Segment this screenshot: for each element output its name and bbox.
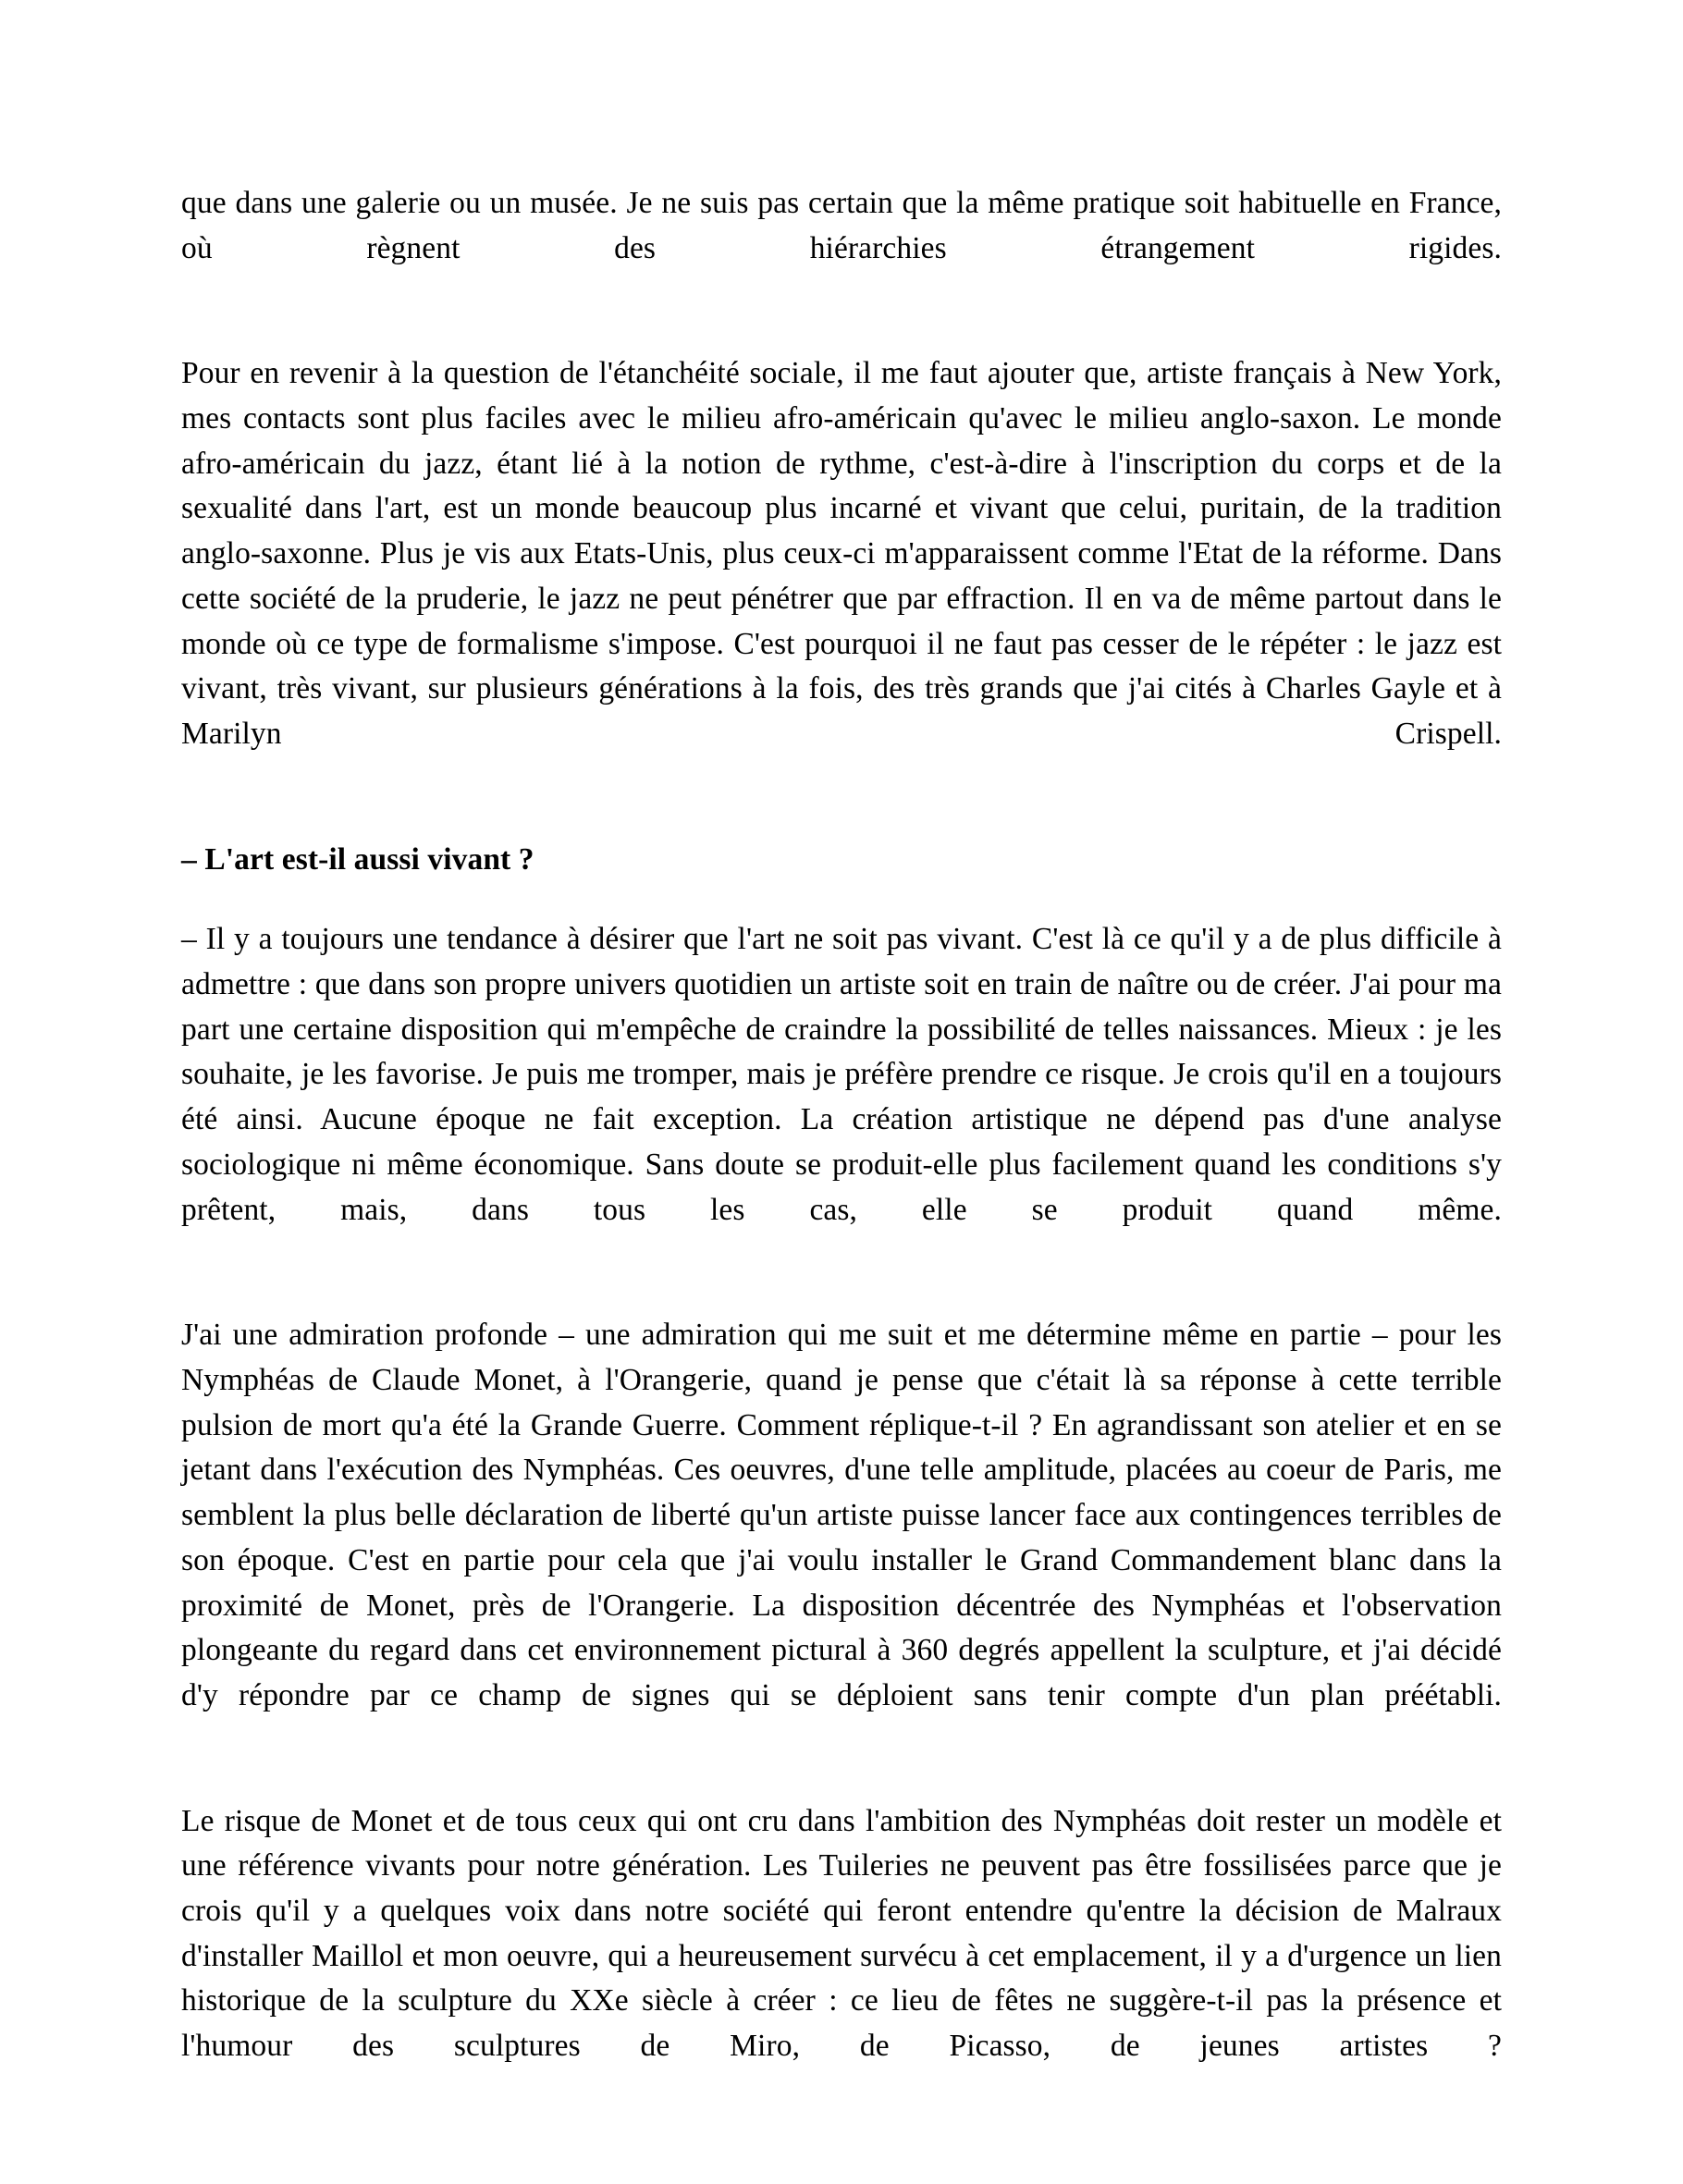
paragraph-continuation: que dans une galerie ou un musée. Je ne suis pas certain que la même pratique soit habituelle en France, où règnent des hiérarchies étrangement rigides. <box>181 186 1502 265</box>
paragraph-risque-de-monet: Le risque de Monet et de tous ceux qui ont cru dans l'ambition des Nymphéas doit rester un modèle et une référence vivants pour notre génération. Les Tuileries ne peuvent pas être fossilisées parce que je crois qu'il y a quelques voix dans notre société qui feront entendre qu'entre la décision de Malraux d'installer Maillol et mon oeuvre, qui a heureusement survécu à cet emplacement, il y a d'urgence un lien historique de la sculpture du XXe siècle à créer : ce lieu de fêtes ne suggère-t-il pas la présence et l'humour des sculptures de Miro, de Picasso, de jeunes artistes ? <box>181 1803 1502 2064</box>
text-column <box>181 181 1502 2115</box>
paragraph-answer-art-vivant: – Il y a toujours une tendance à désirer que l'art ne soit pas vivant. C'est là ce qu'il y a de plus difficile à admettre : que dans son propre univers quotidien un artiste soit en train de naître ou de créer. J'ai pour ma part une certaine disposition qui m'empêche de craindre la possibilité de telles naissances. Mieux : je les souhaite, je les favorise. Je puis me tromper, mais je préfère prendre ce risque. Je crois qu'il en a toujours été ainsi. Aucune époque ne fait exception. La création artistique ne dépend pas d'une analyse sociologique ni même économique. Sans doute se produit-elle plus facilement quand les conditions s'y prêtent, mais, dans tous les cas, elle se produit quand même. <box>181 922 1502 1227</box>
interview-question-heading: – L'art est-il aussi vivant ? <box>181 841 534 877</box>
paragraph-monet-nympheas: J'ai une admiration profonde – une admiration qui me suit et me détermine même en partie – pour les Nymphéas de Claude Monet, à l'Orangerie, quand je pense que c'était là sa réponse à cette terrible pulsion de mort qu'a été la Grande Guerre. Comment réplique-t-il ? En agrandissant son atelier et en se jetant dans l'exécution des Nymphéas. Ces oeuvres, d'une telle amplitude, placées au coeur de Paris, me semblent la plus belle déclaration de liberté qu'un artiste puisse lancer face aux contingences terribles de son époque. C'est en partie pour cela que j'ai voulu installer le Grand Commandement blanc dans la proximité de Monet, près de l'Orangerie. La disposition décentrée des Nymphéas et l'observation plongeante du regard dans cet environnement pictural à 360 degrés appellent la sculpture, et j'ai décidé d'y répondre par ce champ de signes qui se déploient sans tenir compte d'un plan préétabli. <box>181 1318 1502 1713</box>
paragraph-etancheite-sociale: Pour en revenir à la question de l'étanchéité sociale, il me faut ajouter que, artiste français à New York, mes contacts sont plus faciles avec le milieu afro-américain qu'avec le milieu anglo-saxon. Le monde afro-américain du jazz, étant lié à la notion de rythme, c'est-à-dire à l'inscription du corps et de la sexualité dans l'art, est un monde beaucoup plus incarné et vivant que celui, puritain, de la tradition anglo-saxonne. Plus je vis aux Etats-Unis, plus ceux-ci m'apparaissent comme l'Etat de la réforme. Dans cette société de la pruderie, le jazz ne peut pénétrer que par effraction. Il en va de même partout dans le monde où ce type de formalisme s'impose. C'est pourquoi il ne faut pas cesser de le répéter : le jazz est vivant, très vivant, sur plusieurs générations à la fois, des très grands que j'ai cités à Charles Gayle et à Marilyn Crispell. <box>181 356 1502 752</box>
